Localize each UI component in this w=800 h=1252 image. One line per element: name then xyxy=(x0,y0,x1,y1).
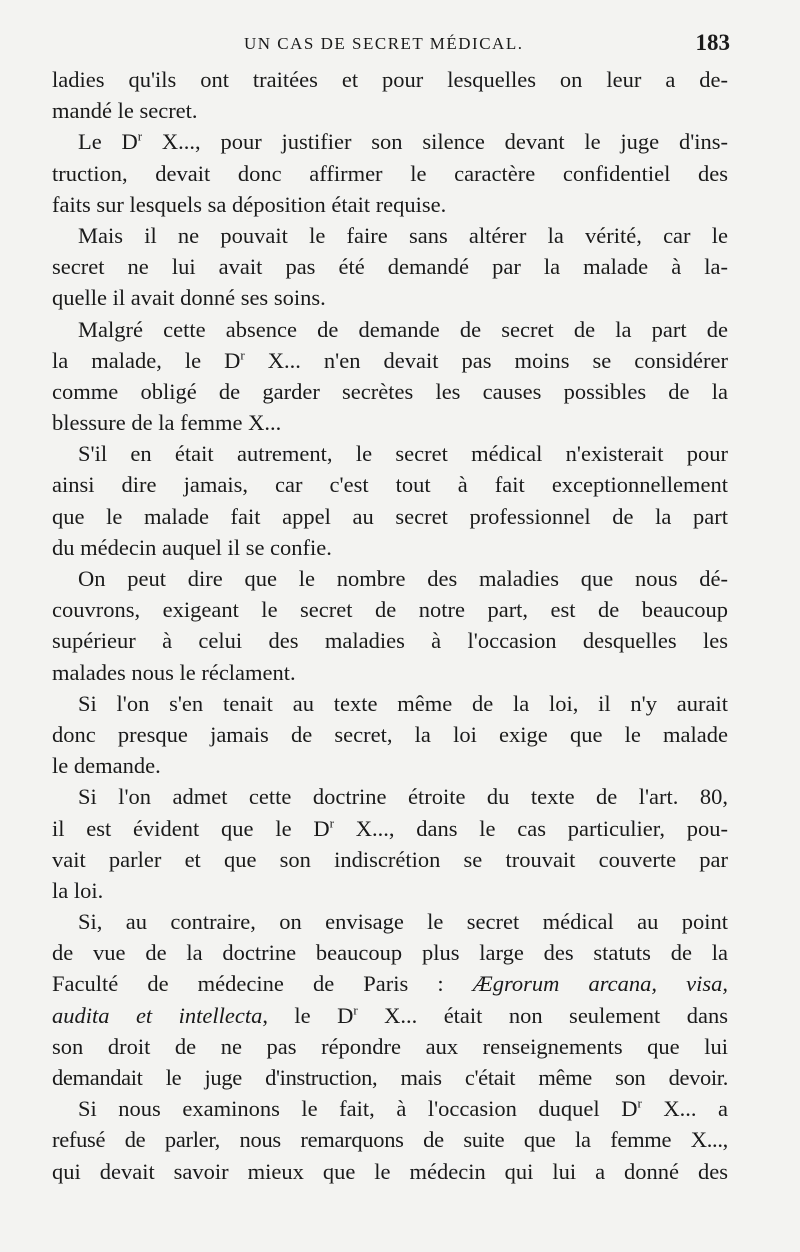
text-line: qui devait savoir mieux que le médecin qui lui a donné des xyxy=(52,1158,728,1184)
text-line: malades nous le réclament. xyxy=(52,659,296,685)
text-line: ainsi dire jamais, car c'est tout à fait exceptionnellement xyxy=(52,472,728,498)
text-line: de vue de la doctrine beaucoup plus large des statuts de la xyxy=(52,940,728,966)
text-line: comme obligé de garder secrètes les causes possibles de la xyxy=(52,378,728,404)
text-line: audita et intellecta, le $D^r$ X... était non seulement dans xyxy=(52,1002,728,1028)
body-text xyxy=(52,64,728,1187)
text-line: secret ne lui avait pas été demandé par la malade à la- xyxy=(52,254,728,280)
text-line: couvrons, exigeant le secret de notre part, est de beaucoup xyxy=(52,597,728,623)
text-line: il est évident que le $D^r$ X..., dans le cas particulier, pou- xyxy=(52,815,728,841)
running-title: UN CAS DE SECRET MÉDICAL. xyxy=(244,34,524,53)
text-line: On peut dire que le nombre des maladies que nous dé- xyxy=(78,566,728,591)
text-line: refusé de parler, nous remarquons de suite que la femme X..., xyxy=(52,1127,728,1153)
page-number: 183 xyxy=(695,30,730,55)
text-line: Si nous examinons le fait, à l'occasion duquel $D^r$ X... a xyxy=(78,1095,728,1122)
text-line: le demande. xyxy=(52,753,161,779)
text-line: demandait le juge d'instruction, mais c'était même son devoir. xyxy=(52,1065,728,1090)
text-line: quelle il avait donné ses soins. xyxy=(52,285,326,311)
text-line: Malgré cette absence de demande de secret de la part de xyxy=(78,316,728,342)
text-line: faits sur lesquels sa déposition était requise. xyxy=(52,191,447,217)
text-line: la malade, le $D^r$ X... n'en devait pas moins se considérer xyxy=(52,347,728,373)
text-line: son droit de ne pas répondre aux renseignements que lui xyxy=(52,1033,728,1059)
text-line: la loi. xyxy=(52,877,104,903)
text-line: truction, devait donc affirmer le caractère confidentiel des xyxy=(52,160,728,186)
text-line: Mais il ne pouvait le faire sans altérer la vérité, car le xyxy=(78,222,728,248)
text-line: supérieur à celui des maladies à l'occasion desquelles les xyxy=(52,628,728,654)
text-line: vait parler et que son indiscrétion se trouvait couverte par xyxy=(52,846,728,872)
text-line: Si l'on admet cette doctrine étroite du texte de l'art. 80, xyxy=(78,784,728,810)
text-line: donc presque jamais de secret, la loi exige que le malade xyxy=(52,721,728,747)
text-line: Si, au contraire, on envisage le secret médical au point xyxy=(78,909,728,935)
page-header xyxy=(54,30,746,62)
text-line: du médecin auquel il se confie. xyxy=(52,534,332,560)
text-line: S'il en était autrement, le secret médical n'existerait pour xyxy=(78,441,728,467)
text-line: mandé le secret. xyxy=(52,98,198,124)
text-line: ladies qu'ils ont traitées et pour lesquelles on leur a de- xyxy=(52,67,728,92)
text-line: Faculté de médecine de Paris : Ægrorum arcana, visa, xyxy=(52,971,728,997)
text-line: Si l'on s'en tenait au texte même de la loi, il n'y aurait xyxy=(78,690,728,716)
text-line: que le malade fait appel au secret professionnel de la part xyxy=(52,503,728,529)
text-line: Le $D^r$ X..., pour justifier son silence devant le juge d'ins- xyxy=(78,128,728,155)
text-line: blessure de la femme X... xyxy=(52,410,282,436)
